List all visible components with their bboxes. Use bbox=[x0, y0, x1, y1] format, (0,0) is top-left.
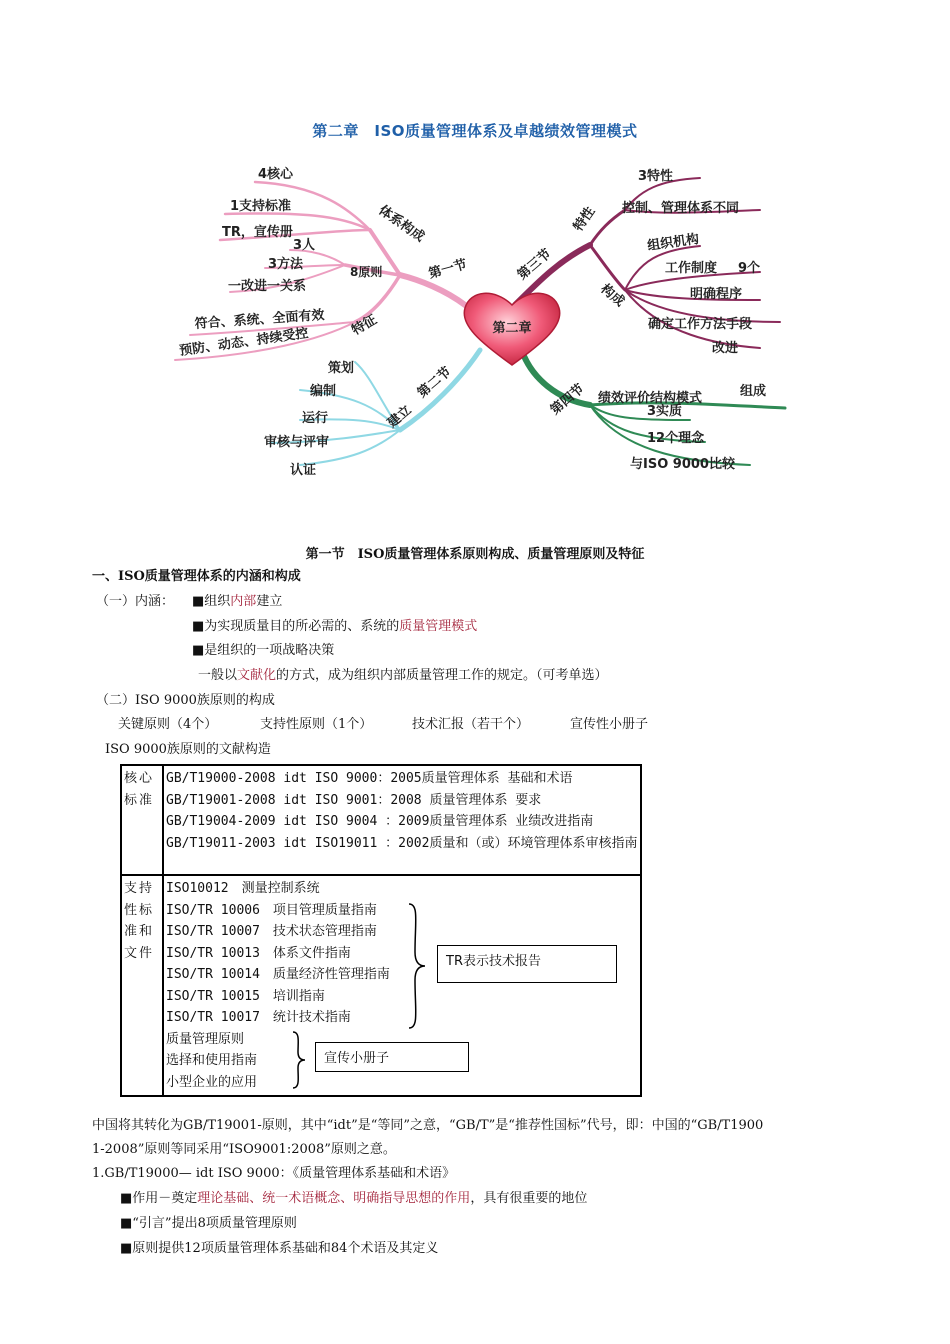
section1-branches bbox=[175, 182, 465, 360]
text-span: ■组织 bbox=[192, 594, 231, 609]
sub1-bullet-3: ■是组织的一项战略决策 bbox=[192, 643, 335, 658]
section-title: 第一节 ISO质量管理体系原则构成、质量管理原则及特征 bbox=[305, 547, 645, 562]
s1-branch-2: 8原则 bbox=[350, 265, 383, 279]
s2-leaf: 策划 bbox=[328, 361, 355, 376]
s4-leaf: 与ISO 9000比较 bbox=[630, 457, 735, 472]
core-standard: GB/T19011-2003 idt ISO19011 ：2002质量和（或）环境管理体系审核指南 bbox=[166, 835, 638, 851]
s3-leaf: 控制、管理体系不同 bbox=[622, 201, 740, 216]
highlight-text: 质量管理模式 bbox=[399, 619, 478, 634]
support-standard: 质量管理原则 bbox=[166, 1031, 245, 1047]
s1-branch-1: 体系构成 bbox=[375, 202, 427, 246]
s2-leaf: 认证 bbox=[290, 463, 317, 478]
table-row bbox=[121, 765, 641, 875]
tr-brace-icon bbox=[405, 902, 435, 1032]
support-standard: ISO/TR 10006 项目管理质量指南 bbox=[166, 902, 377, 918]
support-standard: ISO/TR 10017 统计技术指南 bbox=[166, 1010, 351, 1025]
s1-label: 第一节 bbox=[427, 257, 469, 282]
support-standard: 选择和使用指南 bbox=[166, 1053, 258, 1068]
core-standard: GB/T19000-2008 idt ISO 9000：2005质量管理体系 基础和术语 bbox=[166, 771, 573, 786]
s1-leaf: 4核心 bbox=[258, 167, 294, 182]
s1-leaf: 预防、动态、持续受控 bbox=[178, 326, 310, 359]
brochure-brace-icon bbox=[290, 1030, 310, 1090]
s1-leaf: 符合、系统、全面有效 bbox=[194, 307, 325, 332]
category-support: 支持性标准和文件 bbox=[121, 875, 163, 1096]
bullet-1 bbox=[120, 1190, 587, 1208]
s3-branch-1: 特性 bbox=[570, 204, 599, 235]
support-standard: ISO/TR 10015 培训指南 bbox=[166, 988, 325, 1004]
s4-label: 第四节 bbox=[547, 381, 588, 419]
s2-branch: 建立 bbox=[384, 402, 415, 432]
core-standard: GB/T19004-2009 idt ISO 9004 ：2009质量管理体系 业绩改进指南 bbox=[166, 814, 594, 829]
text-span: 的方式，成为组织内部质量管理工作的规定。（可考单选） bbox=[276, 668, 608, 683]
sub1-label: （一）内涵： bbox=[96, 594, 175, 609]
sub2-item: 支持性原则（1个） bbox=[260, 717, 373, 732]
s3-leaf: 9个 bbox=[738, 261, 761, 276]
text-span: ，具有很重要的地位 bbox=[470, 1191, 588, 1206]
s1-branch-3: 特征 bbox=[349, 312, 380, 339]
s1-leaf: 一改进一关系 bbox=[228, 279, 307, 294]
s3-label: 第三节 bbox=[514, 246, 555, 284]
highlight-text: 理论基础、统一术语概念、明确指导思想的作用 bbox=[197, 1191, 471, 1206]
s4-branch: 绩效评价结构模式 bbox=[598, 391, 703, 406]
s4-extra: 组成 bbox=[740, 384, 767, 399]
highlight-text: 文献化 bbox=[237, 668, 277, 683]
s3-branch-2: 构成 bbox=[597, 281, 627, 310]
paragraph: 中国将其转化为GB/T19001-原则，其中“idt”是“等同”之意，“GB/T”是“推荐性国标”代号，即：中国的“GB/T1900 bbox=[92, 1118, 764, 1133]
support-standard: ISO/TR 10007 技术状态管理指南 bbox=[166, 924, 377, 939]
s3-leaf: 3特性 bbox=[638, 169, 674, 184]
sub2-label: （二）ISO 9000族原则的构成 bbox=[96, 693, 275, 708]
s4-leaf: 12个理念 bbox=[647, 431, 705, 446]
s4-leaf: 3实质 bbox=[647, 404, 683, 419]
s3-leaf: 工作制度 bbox=[665, 261, 718, 276]
mindmap-center: 第二章 bbox=[492, 321, 532, 336]
sub1-bullet-2 bbox=[192, 618, 477, 636]
s2-leaf: 审核与评审 bbox=[264, 435, 330, 450]
chapter-title: 第二章 ISO质量管理体系及卓越绩效管理模式 bbox=[312, 122, 638, 140]
bullet-3: ■原则提供12项质量管理体系基础和84个术语及其定义 bbox=[120, 1241, 439, 1256]
support-standard: ISO10012 测量控制系统 bbox=[166, 881, 320, 896]
brochure-note-box: 宣传小册子 bbox=[315, 1042, 469, 1072]
sub2-item: 技术汇报（若干个） bbox=[412, 717, 530, 732]
core-standard: GB/T19001-2008 idt ISO 9001：2008 质量管理体系 要求 bbox=[166, 792, 542, 808]
s1-leaf: 3人 bbox=[293, 238, 316, 253]
support-standard: ISO/TR 10013 体系文件指南 bbox=[166, 945, 351, 961]
s3-leaf: 确定工作方法手段 bbox=[648, 317, 753, 332]
s3-leaf: 组织机构 bbox=[646, 231, 701, 254]
s2-label: 第二节 bbox=[414, 364, 455, 402]
support-standard: 小型企业的应用 bbox=[166, 1074, 258, 1090]
item-heading: 1.GB/T19000— idt ISO 9000：《质量管理体系基础和术语》 bbox=[92, 1166, 456, 1181]
text-span: ■作用－奠定 bbox=[120, 1191, 198, 1206]
s2-leaf: 编制 bbox=[310, 384, 337, 399]
tr-note-box: TR表示技术报告 bbox=[437, 945, 617, 983]
table-caption: ISO 9000族原则的文献构造 bbox=[105, 742, 271, 757]
s1-leaf: 1支持标准 bbox=[230, 199, 292, 214]
sub1-note bbox=[198, 667, 608, 685]
s3-leaf: 改进 bbox=[712, 341, 739, 356]
s1-leaf: 3方法 bbox=[268, 257, 304, 272]
highlight-text: 内部 bbox=[230, 594, 257, 609]
core-standards-cell bbox=[163, 765, 641, 875]
s2-leaf: 运行 bbox=[302, 411, 329, 426]
s1-leaf: TR，宣传册 bbox=[222, 225, 293, 240]
category-core: 核心标准 bbox=[121, 765, 163, 875]
sub1-bullet-1 bbox=[192, 593, 282, 611]
text-span: 建立 bbox=[256, 594, 283, 609]
sub2-item: 关键原则（4个） bbox=[118, 717, 218, 732]
s3-leaf: 明确程序 bbox=[690, 287, 743, 302]
text-span: ■为实现质量目的所必需的、系统的 bbox=[192, 619, 400, 634]
paragraph-cont: 1-2008”原则等同采用“ISO9001:2008”原则之意。 bbox=[92, 1142, 396, 1157]
sub2-item: 宣传性小册子 bbox=[570, 717, 649, 732]
support-standard: ISO/TR 10014 质量经济性管理指南 bbox=[166, 967, 390, 982]
mind-map bbox=[160, 150, 800, 490]
heading-1: 一、ISO质量管理体系的内涵和构成 bbox=[92, 569, 301, 584]
text-span: 一般以 bbox=[198, 668, 238, 683]
bullet-2: ■“引言”提出8项质量管理原则 bbox=[120, 1216, 297, 1231]
